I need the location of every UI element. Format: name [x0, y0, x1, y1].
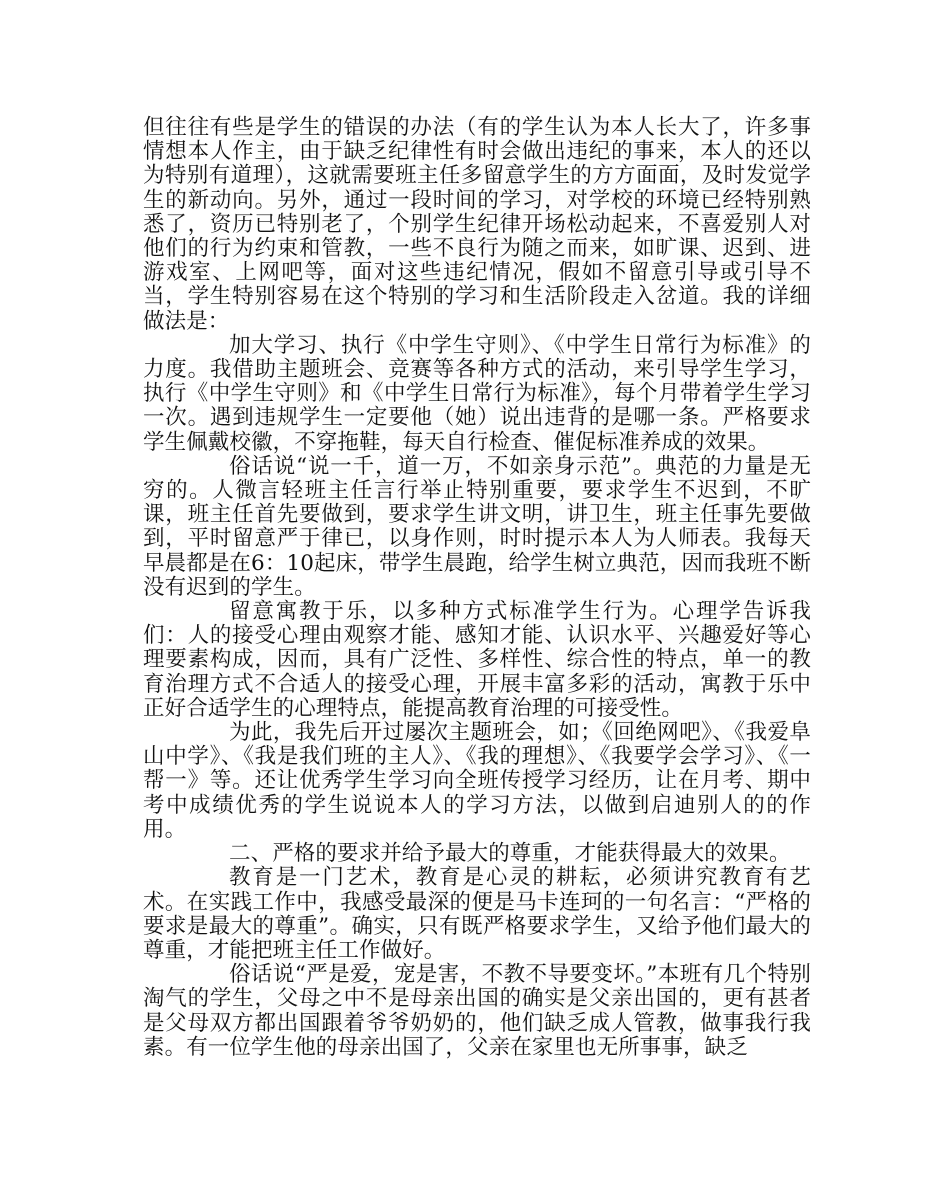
paragraph-1: 但往往有些是学生的错误的办法（有的学生认为本人长大了，许多事情想本人作主，由于缺乏纪律性有时会做出违纪的事来，本人的还以为特别有道理），这就需要班主任多留意学生的方方面面，及时发觉学生的新动向。另外，通过一段时间的学习，对学校的环境已经特别熟悉了，资历已特别老了，个别学生纪律开场松动起来，不喜爱别人对他们的行为约束和管教，一些不良行为随之而来，如旷课、迟到、进游戏室、上网吧等，面对这些违纪情况，假如不留意引导或引导不当，学生特别容易在这个特别的学习和生活阶段走入岔道。我的详细做法是：	[143, 115, 811, 334]
paragraph-2: 加大学习、执行《中学生守则》、《中学生日常行为标准》的力度。我借助主题班会、竞赛等各种方式的活动，来引导学生学习，执行《中学生守则》和《中学生日常行为标准》，每个月带着学生学习一次。遇到违规学生一定要他（她）说出违背的是哪一条。严格要求学生佩戴校徽，不穿拖鞋，每天自行检查、催促标准养成的效果。	[143, 332, 811, 455]
paragraph-6: 教育是一门艺术，教育是心灵的耕耘，必须讲究教育有艺术。在实践工作中，我感受最深的便是马卡连珂的一句名言：“严格的要求是最大的尊重”。确实，只有既严格要求学生，又给予他们最大的尊重，才能把班主任工作做好。	[143, 865, 811, 963]
paragraph-3: 俗话说“说一千，道一万，不如亲身示范”。典范的力量是无穷的。人微言轻班主任言行举止特别重要，要求学生不迟到，不旷课，班主任首先要做到，要求学生讲文明，讲卫生，班主任事先要做到，平时留意严于律已，以身作则，时时提示本人为人师表。我每天早晨都是在6：10起床，带学生晨跑，给学生树立典范，因而我班不断没有迟到的学生。	[143, 453, 811, 600]
section-heading: 二、严格的要求并给予最大的尊重，才能获得最大的效果。	[229, 841, 791, 867]
paragraph-5: 为此，我先后开过屡次主题班会，如；《回绝网吧》、《我爱阜山中学》、《我是我们班的主人》、《我的理想》、《我要学会学习》、《一帮一》等。还让优秀学生学习向全班传授学习经历，让在月考、期中考中成绩优秀的学生说说本人的学习方法，以做到启迪别人的的作用。	[143, 720, 811, 842]
paragraph-7: 俗话说“严是爱，宠是害，不教不导要变坏。”本班有几个特别淘气的学生，父母之中不是母亲出国的确实是父亲出国的，更有甚者是父母双方都出国跟着爷爷奶奶的，他们缺乏成人管教，做事我行我素。有一位学生他的母亲出国了，父亲在家里也无所事事，缺乏	[143, 962, 811, 1060]
document-body	[143, 116, 811, 1060]
paragraph-4: 留意寓教于乐，以多种方式标准学生行为。心理学告诉我们：人的接受心理由观察才能、感知才能、认识水平、兴趣爱好等心理要素构成，因而，具有广泛性、多样性、综合性的特点，单一的教育治理方式不合适人的接受心理，开展丰富多彩的活动，寓教于乐中正好合适学生的心理特点，能提高教育治理的可接受性。	[143, 599, 811, 721]
